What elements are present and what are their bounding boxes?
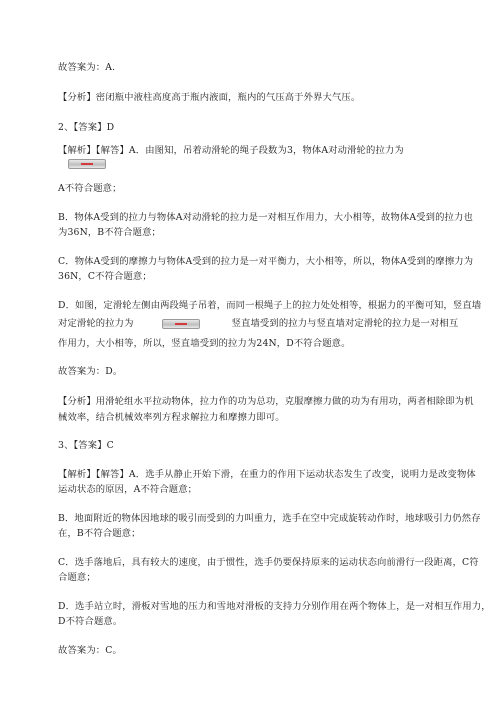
answer-line-1: 故答案为：A. (58, 62, 116, 73)
question-2-answer: 2、【答案】D (58, 122, 115, 133)
q2-d-line-1: D．如图，定滑轮左侧由两段绳子吊着，而同一根绳子上的拉力处处相等，根据力的平衡可知，竖直墙 (58, 300, 482, 311)
q2-d-line-2-text-a: 对定滑轮的拉力为 (58, 318, 134, 329)
q3-b-line-2: 在，B不符合题意； (58, 528, 141, 539)
q2-c-line-1: C．物体A受到的摩擦力与物体A受到的拉力是一对平衡力，大小相等，所以，物体A受到的摩擦力为 (58, 256, 474, 267)
q3-a-line-2: 运动状态的原因，A不符合题意； (58, 484, 198, 495)
q3-a-line-1: 【解析】【解答】A．选手从静止开始下滑，在重力的作用下运动状态发生了改变，说明力是改变物体 (58, 469, 476, 480)
q2-d-line-2-text-b: 竖直墙受到的拉力与竖直墙对定滑轮的拉力是一对相互 (231, 318, 459, 329)
q3-d-line-1: D．选手站立时，滑板对雪地的压力和雪地对滑板的支持力分别作用在两个物体上，是一对相互作用力， (58, 601, 491, 612)
analysis-1: 【分析】密闭瓶中液柱高度高于瓶内液面，瓶内的气压高于外界大气压。 (58, 92, 361, 103)
formula-image-1-row (58, 158, 114, 170)
q2-explanation-a-text: 【解析】【解答】A．由图知，吊着动滑轮的绳子段数为3，物体A对动滑轮的拉力为 (58, 145, 404, 156)
formula-image (162, 319, 200, 329)
q3-c-line-2: 合题意； (58, 572, 96, 583)
answer-line-3: 故答案为：C。 (58, 645, 122, 656)
answer-line-2: 故答案为：D。 (58, 366, 123, 377)
q3-c-line-1: C．选手落地后，具有较大的速度，由于惯性，选手仍要保持原来的运动状态向前滑行一段距离，C符 (58, 557, 479, 568)
q2-b-line-1: B．物体A受到的拉力与物体A对动滑轮的拉力是一对相互作用力，大小相等，故物体A受到的拉力也 (58, 212, 473, 223)
formula-image (68, 159, 106, 169)
question-3-answer: 3、【答案】C (58, 440, 114, 451)
q2-c-line-2: 36N，C不符合题意； (58, 271, 152, 282)
q2-d-line-3: 作用力，大小相等，所以，竖直墙受到的拉力为24N，D不符合题意。 (58, 338, 351, 349)
q3-b-line-1: B．地面附近的物体因地球的吸引而受到的力叫重力，选手在空中完成旋转动作时，地球吸引力仍然存 (58, 513, 481, 524)
q2-explanation-a (58, 145, 404, 157)
q2-b-line-2: 为36N，B不符合题意； (58, 227, 161, 238)
analysis-2-line-1: 【分析】用滑轮组水平拉动物体，拉力作的功为总功，克服摩擦力做的功为有用功，两者相除即为机 (58, 396, 474, 407)
analysis-2-line-2: 械效率，结合机械效率列方程求解拉力和摩擦力即可。 (58, 412, 285, 423)
q2-a-conclusion: A不符合题意； (58, 183, 122, 194)
q2-d-line-2 (58, 318, 458, 330)
q3-d-line-2: D不符合题意。 (58, 616, 123, 627)
